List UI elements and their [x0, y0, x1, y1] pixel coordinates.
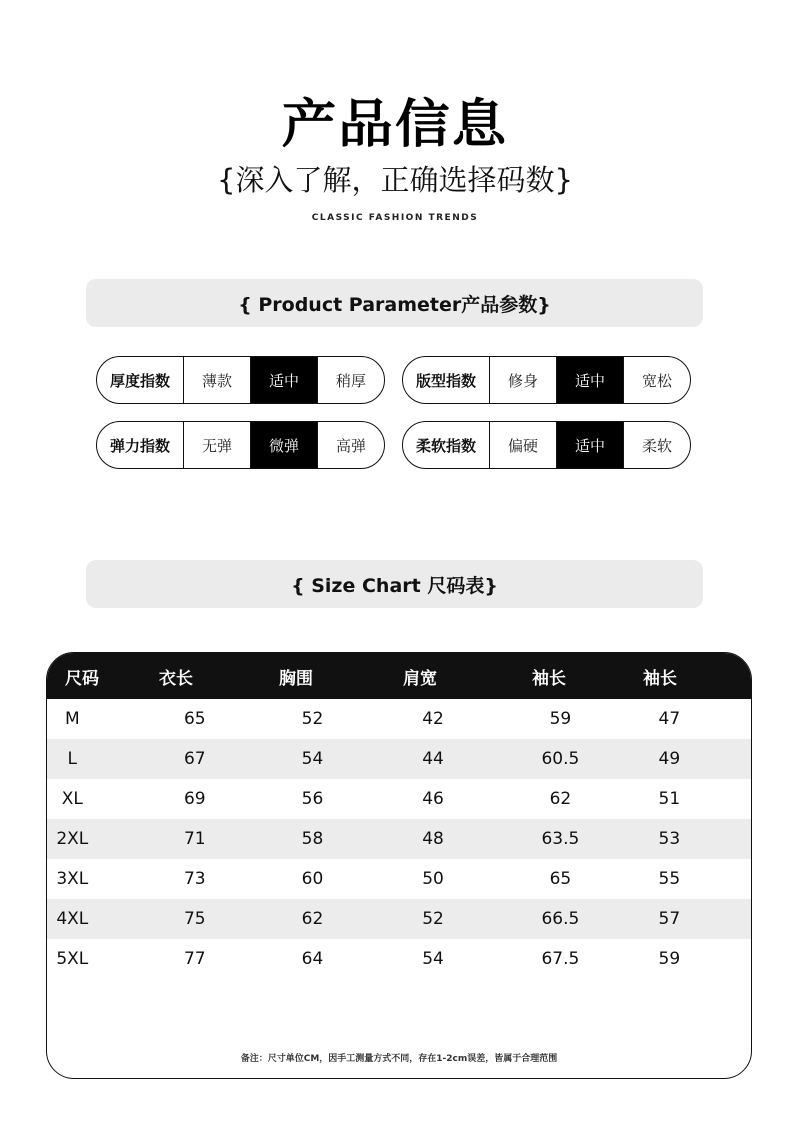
- cell-size: 2XL: [56, 829, 89, 849]
- cell-size: XL: [61, 789, 83, 809]
- thickness-index-label: 厚度指数: [97, 357, 184, 403]
- table-note: 备注：尺寸单位CM，因手工测量方式不同，存在1-2cm误差，皆属于合理范围: [240, 1054, 558, 1064]
- cell: 54: [301, 749, 324, 769]
- cell: 56: [301, 789, 324, 809]
- elasticity-index: [96, 421, 385, 469]
- cell: 46: [422, 789, 444, 809]
- softness-index: [402, 421, 691, 469]
- header-length: 衣长: [159, 668, 193, 689]
- cell: 59: [658, 949, 681, 969]
- cell: 44: [422, 749, 444, 769]
- cell: 60: [301, 869, 324, 889]
- cell-size: M: [64, 709, 80, 729]
- table-row: [47, 939, 751, 979]
- thickness-index: [96, 356, 385, 404]
- thickness-option-thick: 稍厚: [335, 371, 366, 390]
- cell: 67.5: [541, 949, 580, 969]
- fit-index: [402, 356, 691, 404]
- softness-option-medium: 适中: [556, 422, 624, 468]
- cell: 63.5: [541, 829, 580, 849]
- thickness-option-thin: 薄款: [201, 371, 232, 390]
- cell: 47: [658, 709, 681, 729]
- cell: 52: [301, 709, 324, 729]
- header-size: 尺码: [65, 668, 99, 689]
- cell: 55: [658, 869, 681, 889]
- tagline: CLASSIC FASHION TRENDS: [311, 213, 479, 223]
- table-header: [47, 653, 751, 699]
- cell: 66.5: [541, 909, 580, 929]
- page-subtitle: {深入了解，正确选择码数}: [217, 163, 573, 197]
- elasticity-option-none: 无弹: [201, 436, 232, 455]
- cell: 53: [658, 829, 681, 849]
- table-row: [47, 739, 751, 779]
- cell: 75: [183, 909, 206, 929]
- product-parameter-banner: { Product Parameter产品参数}: [86, 279, 703, 327]
- table-row: [47, 699, 751, 739]
- cell: 59: [549, 709, 572, 729]
- cell: 62: [549, 789, 572, 809]
- header-sleeve-2: 袖长: [643, 668, 677, 689]
- elasticity-option-high: 高弹: [335, 436, 366, 455]
- softness-option-firm: 偏硬: [507, 436, 538, 455]
- size-chart-table: [46, 652, 752, 1079]
- thickness-option-medium: 适中: [250, 357, 318, 403]
- cell: 42: [422, 709, 444, 729]
- cell-size: 3XL: [56, 869, 89, 889]
- cell: 64: [301, 949, 324, 969]
- cell: 67: [183, 749, 206, 769]
- cell: 49: [658, 749, 681, 769]
- elasticity-option-slight: 微弹: [250, 422, 318, 468]
- header-sleeve: 袖长: [532, 668, 566, 689]
- size-chart-banner: { Size Chart 尺码表}: [86, 560, 703, 608]
- fit-option-slim: 修身: [507, 371, 538, 390]
- cell: 73: [183, 869, 206, 889]
- cell: 48: [422, 829, 444, 849]
- cell-size: L: [67, 749, 78, 769]
- table-row: [47, 859, 751, 899]
- softness-index-label: 柔软指数: [403, 422, 490, 468]
- table-row: [47, 899, 751, 939]
- cell: 69: [183, 789, 206, 809]
- cell: 50: [422, 869, 444, 889]
- fit-option-loose: 宽松: [641, 371, 672, 390]
- cell: 65: [183, 709, 206, 729]
- fit-index-label: 版型指数: [403, 357, 490, 403]
- table-row: [47, 819, 751, 859]
- cell: 51: [658, 789, 681, 809]
- header-shoulder: 肩宽: [403, 668, 437, 689]
- table-row: [47, 779, 751, 819]
- page-title: 产品信息: [281, 95, 509, 155]
- cell: 65: [549, 869, 572, 889]
- cell-size: 5XL: [56, 949, 89, 969]
- cell: 54: [422, 949, 444, 969]
- header-chest: 胸围: [279, 668, 313, 689]
- cell: 58: [301, 829, 324, 849]
- cell-size: 4XL: [56, 909, 89, 929]
- cell: 71: [183, 829, 206, 849]
- cell: 62: [301, 909, 324, 929]
- elasticity-index-label: 弹力指数: [97, 422, 184, 468]
- cell: 57: [658, 909, 681, 929]
- softness-option-soft: 柔软: [641, 436, 672, 455]
- cell: 52: [422, 909, 444, 929]
- fit-option-regular: 适中: [556, 357, 624, 403]
- cell: 60.5: [541, 749, 580, 769]
- cell: 77: [183, 949, 206, 969]
